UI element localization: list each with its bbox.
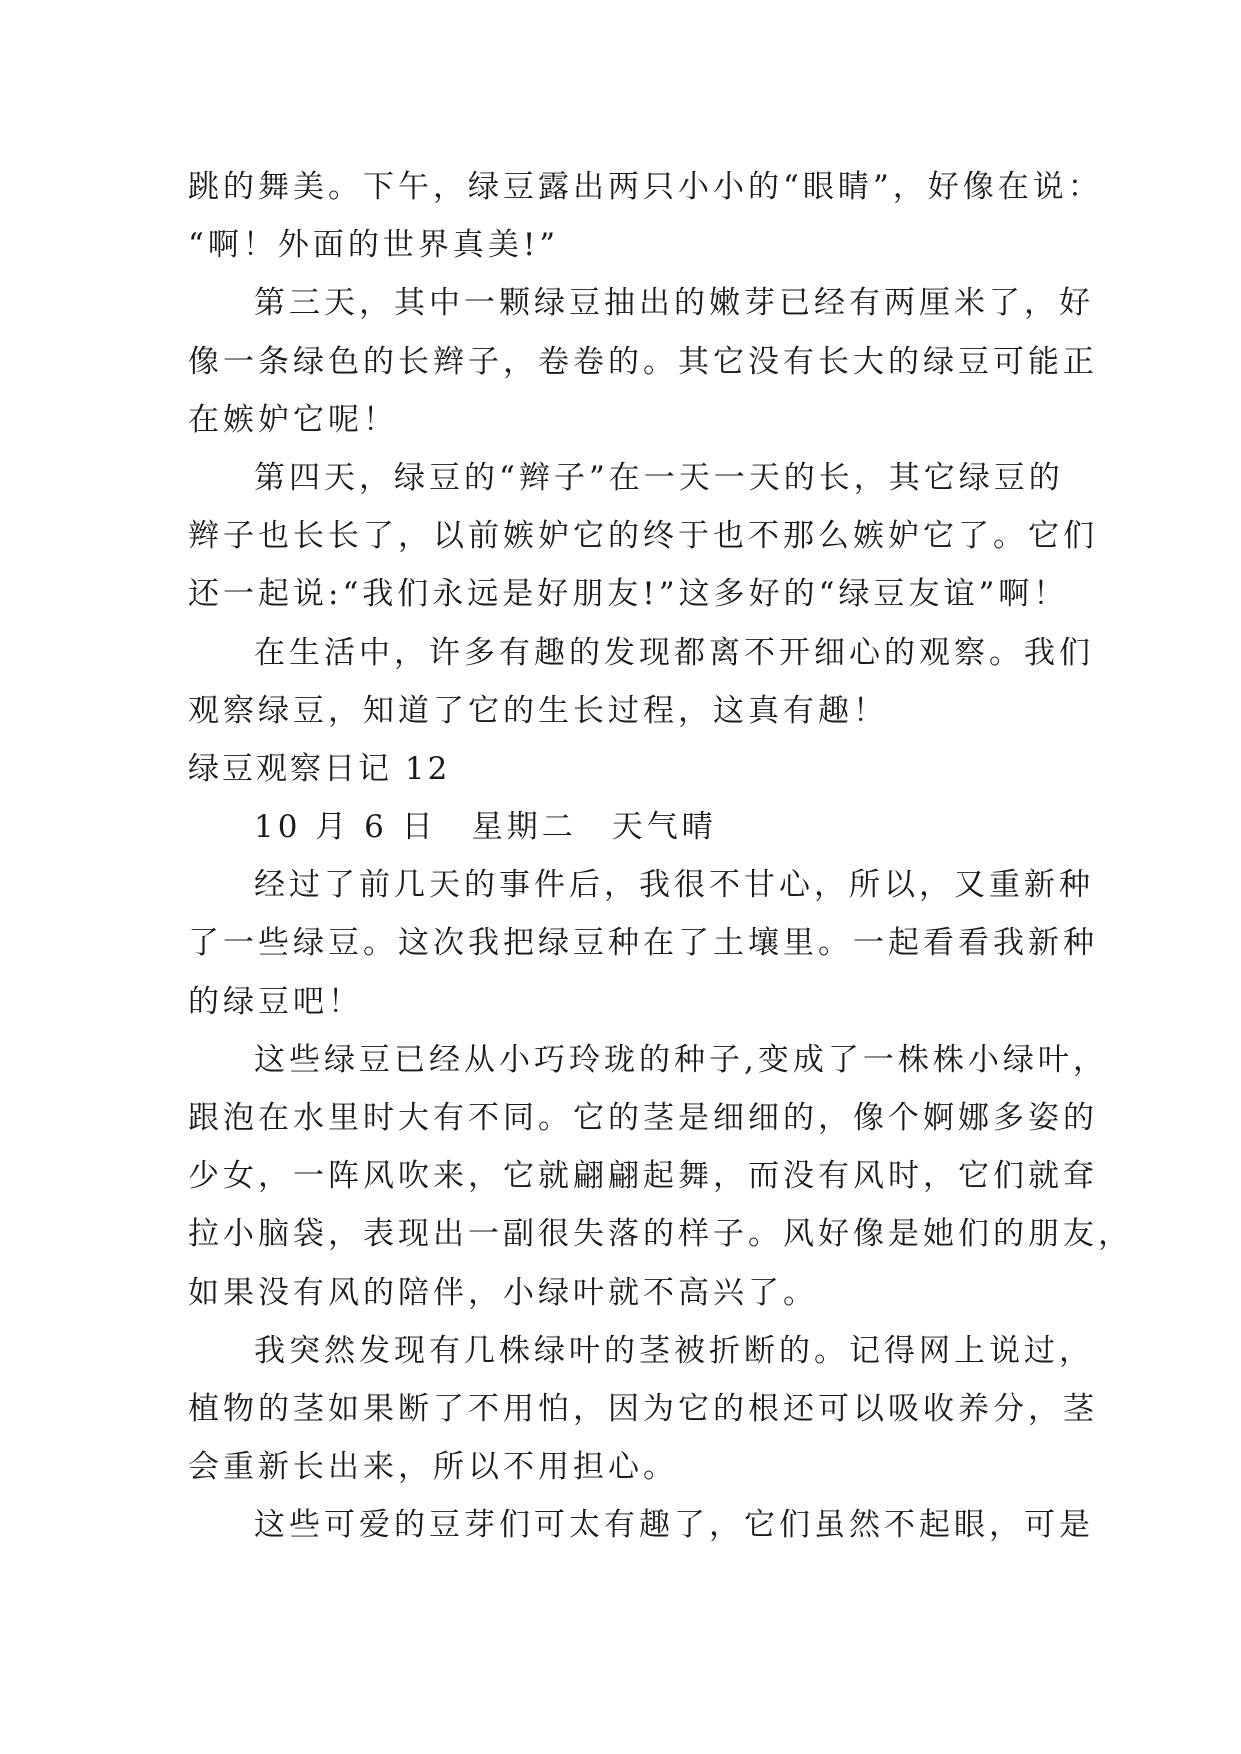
text-line: 在生活中，许多有趣的发现都离不开细心的观察。我们 bbox=[254, 634, 1094, 671]
text-line: 观察绿豆，知道了它的生长过程，这真有趣！ bbox=[188, 692, 888, 729]
text-line: 像一条绿色的长辫子，卷卷的。其它没有长大的绿豆可能正 bbox=[188, 343, 1098, 380]
text-line: 少女，一阵风吹来，它就翩翩起舞，而没有风时，它们就耷 bbox=[188, 1158, 1098, 1195]
text-line: 10 月 6 日 星期二 天气晴 bbox=[254, 809, 717, 846]
section-heading: 绿豆观察日记 12 bbox=[188, 750, 451, 787]
text-line: 这些绿豆已经从小巧玲珑的种子,变成了一株株小绿叶， bbox=[254, 1041, 1108, 1078]
text-line: 植物的茎如果断了不用怕，因为它的根还可以吸收养分，茎 bbox=[188, 1390, 1098, 1427]
text-line: 经过了前几天的事件后，我很不甘心，所以，又重新种 bbox=[254, 867, 1094, 904]
text-line: 这些可爱的豆芽们可太有趣了，它们虽然不起眼，可是 bbox=[254, 1507, 1094, 1544]
text-line: 的绿豆吧！ bbox=[188, 983, 363, 1020]
text-line: 第三天，其中一颗绿豆抽出的嫩芽已经有两厘米了，好 bbox=[254, 285, 1094, 322]
text-line: 如果没有风的陪伴，小绿叶就不高兴了。 bbox=[188, 1274, 818, 1311]
text-line: 会重新长出来，所以不用担心。 bbox=[188, 1449, 678, 1486]
text-line: 我突然发现有几株绿叶的茎被折断的。记得网上说过， bbox=[254, 1332, 1094, 1369]
text-line: 第四天，绿豆的“辫子”在一天一天的长，其它绿豆的 bbox=[254, 459, 1064, 496]
text-line: 还一起说:“我们永远是好朋友!”这多好的“绿豆友谊”啊！ bbox=[188, 576, 1069, 613]
text-line: 在嫉妒它呢！ bbox=[188, 401, 398, 438]
text-line: 跟泡在水里时大有不同。它的茎是细细的，像个婀娜多姿的 bbox=[188, 1100, 1098, 1136]
text-line: “啊！外面的世界真美!” bbox=[188, 227, 560, 264]
text-line: 辫子也长长了，以前嫉妒它的终于也不那么嫉妒它了。它们 bbox=[188, 518, 1098, 555]
text-line: 拉小脑袋，表现出一副很失落的样子。风好像是她们的朋友， bbox=[188, 1216, 1133, 1253]
document-body bbox=[188, 158, 1133, 1555]
text-line: 跳的舞美。下午，绿豆露出两只小小的“眼睛”，好像在说： bbox=[188, 169, 1103, 205]
text-line: 了一些绿豆。这次我把绿豆种在了土壤里。一起看看我新种 bbox=[188, 925, 1098, 962]
